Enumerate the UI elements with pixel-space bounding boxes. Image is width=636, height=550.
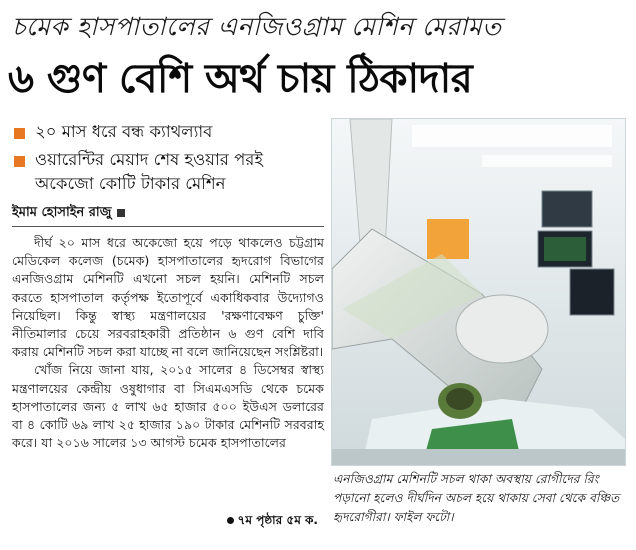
photo-caption: এনজিওগ্রাম মেশিনটি সচল থাকা অবস্থায় রোগীদের রিং পড়ানো হলেও দীর্ঘদিন অচল হয়ে থাকায় সেবা থেকে বঞ্চিত হৃদরোগীরা। ফাইল ফটো। (333, 472, 620, 524)
paragraph: দীর্ঘ ২০ মাস ধরে অকেজো হয়ে পড়ে থাকলেও চট্টগ্রাম মেডিকেল কলেজ (চমেক) হাসপাতালের হৃদরোগ বিভাগের এনজিওগ্রাম মেশিনটি এখনো সচল হয়নি। মেশিনটি সচল করতে হাসপাতাল কর্তৃপক্ষ ইতোপূর্বে একাধিকবার উদ্যোগও নিয়েছিল। কিন্তু স্বাস্থ্য মন্ত্রণালয়ের 'রক্ষণাবেক্ষণ চুক্তি' নীতিমালার চেয়ে সরবরাহকারী প্রতিষ্ঠান ৬ গুণ বেশি দাবি করায় মেশিনটি সচল করা যাচ্ছে না বলে জানিয়েছেন সংশ্লিষ্টরা। (12, 235, 324, 360)
kicker: চমেক হাসপাতালের এনজিওগ্রাম মেশিন মেরামত (12, 12, 502, 41)
bullet-dot-icon (227, 517, 234, 524)
article-body (12, 234, 324, 452)
paragraph: খোঁজ নিয়ে জানা যায়, ২০১৫ সালের ৪ ডিসেম্বর স্বাস্থ্য মন্ত্রণালয়ের কেন্দ্রীয় ওষুধাগার বা সিএমএসডি থেকে চমেক হাসপাতালের জন্য ৫ লাখ ৬৫ হাজার ৫০০ ইউএস ডলারের বা ৪ কোটি ৬৯ লাখ ২৫ হাজার ১৯০ টাকার মেশিনটি সরবরাহ করে। যা ২০১৬ সালের ১৩ আগস্ট চমেক হাসপাতালের (12, 362, 324, 451)
square-bullet-icon (14, 128, 25, 139)
square-marker-icon (117, 209, 125, 217)
continuation-note[interactable] (227, 512, 318, 532)
cathlab-photo-illustration (332, 119, 625, 465)
highlight-text: ২০ মাস ধরে বন্ধ ক্যাথল্যাব (35, 122, 213, 141)
highlight-text: ওয়ারেন্টির মেয়াদ শেষ হওয়ার পরই অকেজো কোটি টাকার মেশিন (35, 150, 263, 193)
square-bullet-icon (14, 156, 25, 167)
highlight-item (12, 120, 324, 144)
article-photo (331, 118, 626, 466)
author-name: ইমাম হোসাইন রাজু (12, 205, 112, 220)
highlight-item (12, 148, 324, 196)
highlights (12, 120, 324, 200)
divider (12, 226, 324, 227)
continuation-text: ৭ম পৃষ্ঠার ৫ম ক. (237, 513, 318, 527)
headline: ৬ গুণ বেশি অর্থ চায় ঠিকাদার (8, 56, 473, 102)
byline (12, 203, 324, 223)
